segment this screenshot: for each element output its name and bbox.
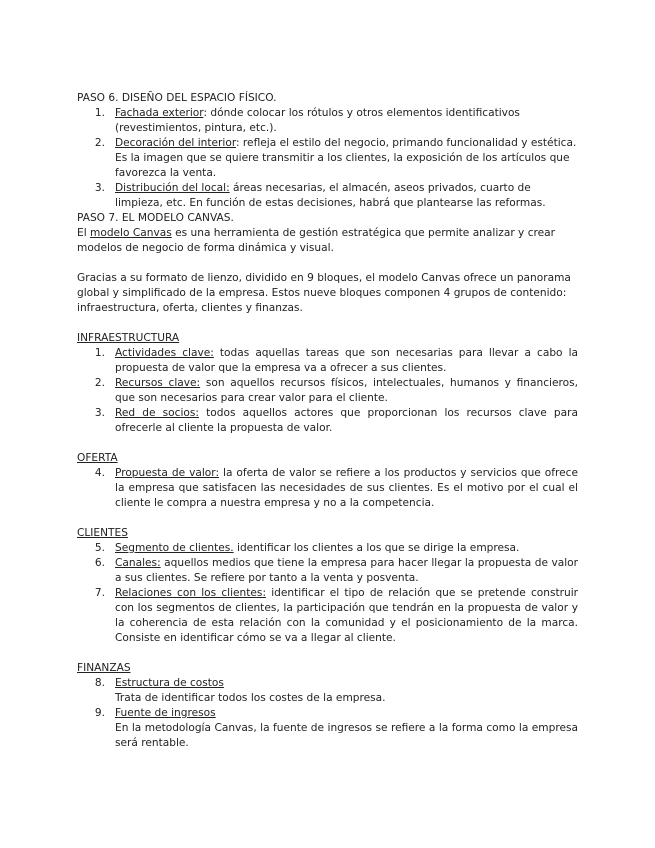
- list-term: Fachada exterior: [115, 107, 204, 119]
- list-item: [77, 406, 578, 436]
- oferta-heading: OFERTA: [77, 452, 118, 464]
- list-text: la oferta de valor se refiere a los productos y servicios que ofrece la empresa que satisfacen las necesidades de sus clientes. Es el motivo por el cual el cliente le compra a nuestra empresa y no a la competencia.: [115, 467, 578, 509]
- paso7-intro: [77, 226, 578, 256]
- list-item: [77, 106, 578, 136]
- intro-post: es una herramienta de gestión estratégica que permite analizar y crear modelos de negocio de forma dinámica y visual.: [77, 227, 556, 254]
- list-term: Fuente de ingresos: [115, 707, 216, 719]
- list-term: Distribución del local:: [115, 182, 230, 194]
- list-term: Red de socios:: [115, 407, 199, 419]
- list-text: : dónde colocar los rótulos y otros elementos identificativos (revestimientos, pintura, etc.).: [115, 107, 520, 134]
- list-item: [77, 586, 578, 646]
- intro-term: modelo Canvas: [90, 227, 172, 239]
- list-term: Relaciones con los clientes:: [115, 587, 267, 599]
- list-text: identificar los clientes a los que se dirige la empresa.: [233, 542, 520, 554]
- list-item: [77, 346, 578, 376]
- list-number: 2.: [94, 137, 105, 149]
- paso7-heading: PASO 7. EL MODELO CANVAS.: [77, 212, 234, 224]
- list-term: Recursos clave:: [115, 377, 201, 389]
- list-item: [77, 556, 578, 586]
- list-text: : refleja el estilo del negocio, primando funcionalidad y estética. Es la imagen que se quiere transmitir a los clientes, la exposición de los artículos que favorezca la venta.: [115, 137, 577, 179]
- list-item: [77, 706, 578, 721]
- list-text: todas aquellas tareas que son necesarias para llevar a cabo la propuesta de valor que la empresa va a ofrecer a sus clientes.: [115, 347, 579, 374]
- list-number: 1.: [94, 107, 105, 119]
- clientes-heading: CLIENTES: [77, 527, 128, 539]
- list-term: Actividades clave:: [115, 347, 214, 359]
- paso6-heading: PASO 6. DISEÑO DEL ESPACIO FÍSICO.: [77, 92, 277, 104]
- list-text: identificar el tipo de relación que se pretende construir con los segmentos de clientes, la participación que tendrán en la propuesta de valor y la coherencia de esta relación con la comunidad y el posicionamiento de la marca. Consiste en identificar cómo se va a llegar al cliente.: [115, 587, 579, 644]
- list-number: 4.: [94, 467, 105, 479]
- list-item: [77, 541, 578, 556]
- list-term: Canales:: [115, 557, 161, 569]
- list-number: 5.: [94, 542, 105, 554]
- list-text: En la metodología Canvas, la fuente de ingresos se refiere a la forma como la empresa será rentable.: [115, 722, 578, 749]
- list-text: todos aquellos actores que proporcionan los recursos clave para ofrecerle al cliente la propuesta de valor.: [115, 407, 578, 434]
- infraestructura-heading: INFRAESTRUCTURA: [77, 332, 180, 344]
- paso7-paragraph: Gracias a su formato de lienzo, dividido en 9 bloques, el modelo Canvas ofrece un panorama global y simplificado de la empresa. Estos nueve bloques componen 4 grupos de contenido: infraestructura, oferta, clientes y finanzas.: [77, 272, 571, 314]
- list-number: 6.: [94, 557, 105, 569]
- list-text: son aquellos recursos físicos, intelectuales, humanos y financieros, que son necesarios para crear valor para el cliente.: [115, 377, 578, 404]
- list-text: Trata de identificar todos los costes de la empresa.: [115, 692, 386, 704]
- list-term: Segmento de clientes.: [115, 542, 234, 554]
- list-term: Decoración del interior: [115, 137, 236, 149]
- list-term: Estructura de costos: [115, 677, 224, 689]
- list-item: [77, 676, 578, 691]
- list-number: 9.: [94, 707, 105, 719]
- list-number: 2.: [94, 377, 105, 389]
- list-number: 3.: [94, 407, 105, 419]
- intro-pre: El: [77, 227, 91, 239]
- list-item: [77, 466, 578, 511]
- list-number: 7.: [94, 587, 105, 599]
- list-number: 8.: [94, 677, 105, 689]
- list-term: Propuesta de valor:: [115, 467, 220, 479]
- list-item: [77, 181, 578, 211]
- list-item: [77, 376, 578, 406]
- list-number: 1.: [94, 347, 105, 359]
- list-number: 3.: [94, 182, 105, 194]
- list-text: áreas necesarias, el almacén, aseos privados, cuarto de limpieza, etc. En función de estas decisiones, habrá que plantearse las reformas.: [115, 182, 546, 209]
- list-item: [77, 136, 578, 181]
- list-text: aquellos medios que tiene la empresa para hacer llegar la propuesta de valor a sus clientes. Se refiere por tanto a la venta y posventa.: [115, 557, 578, 584]
- finanzas-heading: FINANZAS: [77, 662, 131, 674]
